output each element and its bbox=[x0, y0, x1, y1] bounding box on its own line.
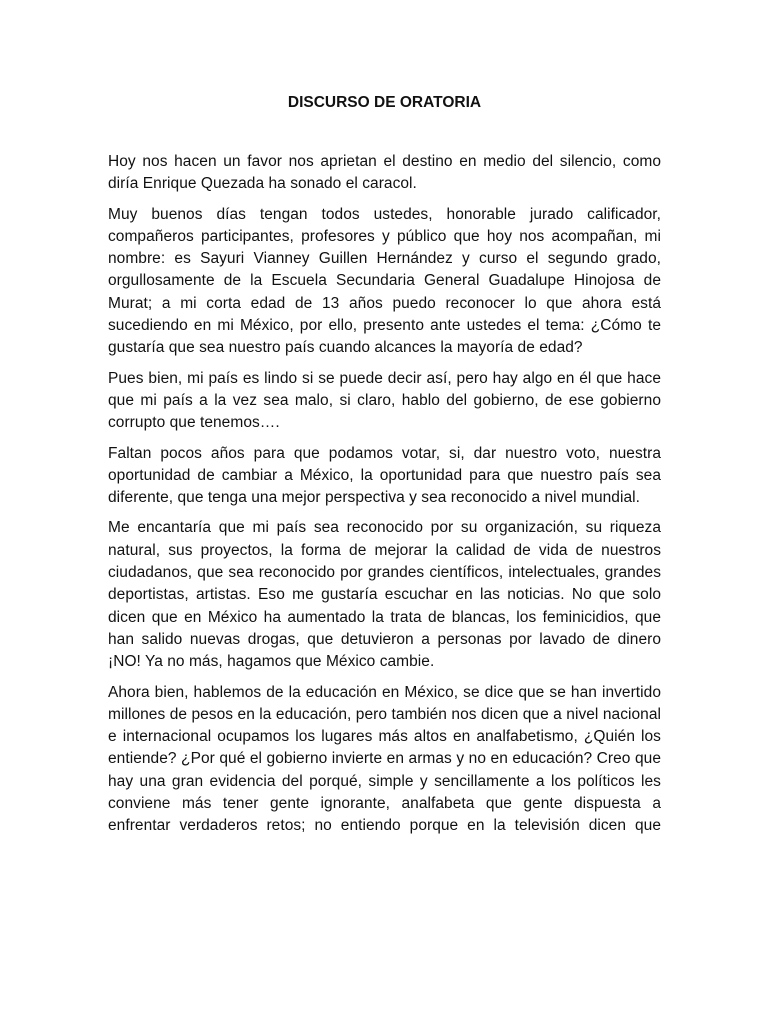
document-title: DISCURSO DE ORATORIA bbox=[287, 94, 482, 111]
paragraph-1: Hoy nos hacen un favor nos aprietan el destino en medio del silencio, como diría Enrique Quezada ha sonado el caracol. bbox=[108, 153, 661, 193]
paragraph-2: Muy buenos días tengan todos ustedes, honorable jurado calificador, compañeros participantes, profesores y público que hoy nos acompañan, mi nombre: es Sayuri Vianney Guillen Hernández y curso el segundo grado, orgullosamente de la Escuela Secundaria General Guadalupe Hinojosa de Murat; a mi corta edad de 13 años puedo reconocer lo que ahora está sucediendo en mi México, por ello, presento ante ustedes el tema: ¿Cómo te gustaría que sea nuestro país cuando alcances la mayoría de edad? bbox=[108, 205, 661, 357]
paragraph-4: Faltan pocos años para que podamos votar, si, dar nuestro voto, nuestra oportunidad de cambiar a México, la oportunidad para que nuestro país sea diferente, que tenga una mejor perspectiva y sea reconocido a nivel mundial. bbox=[108, 444, 661, 507]
paragraph-6: Ahora bien, hablemos de la educación en México, se dice que se han invertido millones de pesos en la educación, pero también nos dicen que a nivel nacional e internacional ocupamos los lugares más altos en analfabetismo, ¿Quién los entiende? ¿Por qué el gobierno invierte en armas y no en educación? Creo que hay una gran evidencia del porqué, simple y sencillamente a los políticos les conviene más tener gente ignorante, analfabeta que gente dispuesta a enfrentar verdaderos retos; no entiendo porque en la televisión dicen que bbox=[108, 683, 661, 835]
document-body bbox=[108, 151, 661, 846]
paragraph-5: Me encantaría que mi país sea reconocido por su organización, su riqueza natural, sus proyectos, la forma de mejorar la calidad de vida de nuestros ciudadanos, que sea reconocido por grandes científicos, intelectuales, grandes deportistas, artistas. Eso me gustaría escuchar en las noticias. No que solo dicen que en México ha aumentado la trata de blancas, los feminicidios, que han salido nuevas drogas, que detuvieron a personas por lavado de dinero ¡NO! Ya no más, hagamos que México cambie. bbox=[108, 519, 661, 671]
paragraph-3: Pues bien, mi país es lindo si se puede decir así, pero hay algo en él que hace que mi país a la vez sea malo, si claro, hablo del gobierno, de ese gobierno corrupto que tenemos…. bbox=[108, 369, 661, 432]
